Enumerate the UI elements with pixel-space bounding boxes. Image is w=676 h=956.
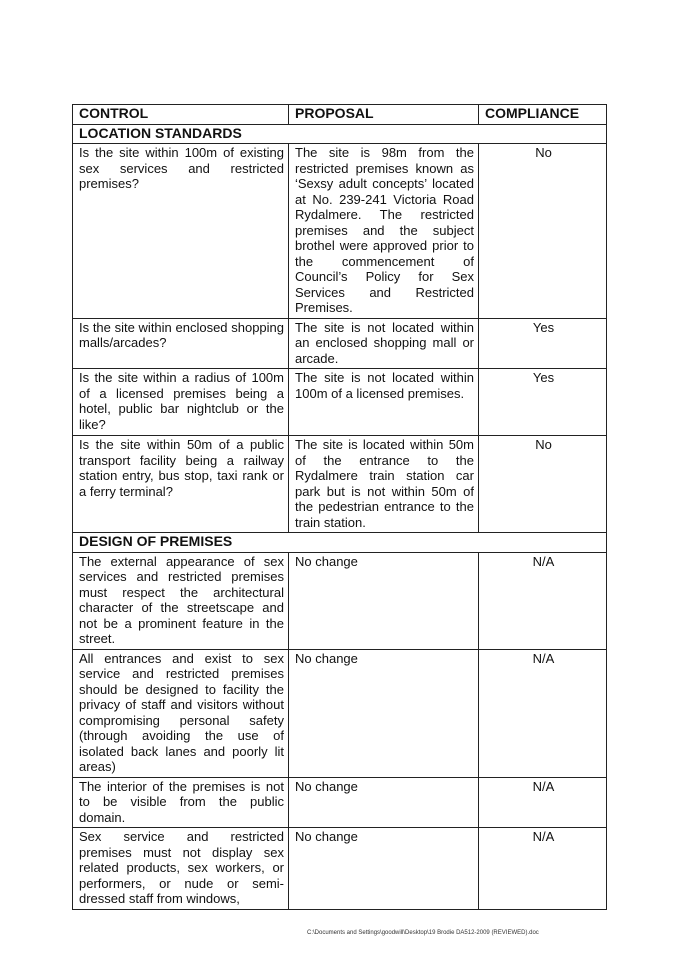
proposal-cell: The site is located within 50m of the entrance to the Rydalmere train station car park but is not within 50m of the pedestrian entrance to the train station.	[289, 436, 479, 533]
table-row	[73, 369, 607, 436]
proposal-cell: No change	[289, 649, 479, 777]
table-header-row	[73, 105, 607, 125]
compliance-table	[72, 104, 607, 910]
proposal-cell: No change	[289, 552, 479, 649]
control-cell: All entrances and exist to sex service and restricted premises should be designed to facility the privacy of staff and visitors without compromising personal safety (through avoiding the use of isolated back lanes and poorly lit areas)	[73, 649, 289, 777]
table-row	[73, 436, 607, 533]
proposal-cell: No change	[289, 828, 479, 910]
compliance-cell: N/A	[479, 828, 607, 910]
control-cell: Is the site within 100m of existing sex services and restricted premises?	[73, 144, 289, 319]
compliance-cell: Yes	[479, 369, 607, 436]
section-title: LOCATION STANDARDS	[73, 124, 607, 144]
compliance-cell: N/A	[479, 777, 607, 828]
section-row	[73, 124, 607, 144]
control-cell: Is the site within 50m of a public transport facility being a railway station entry, bus stop, taxi rank or a ferry terminal?	[73, 436, 289, 533]
section-title: DESIGN OF PREMISES	[73, 533, 607, 553]
compliance-cell: No	[479, 144, 607, 319]
header-control: CONTROL	[73, 105, 289, 125]
compliance-cell: No	[479, 436, 607, 533]
table-row	[73, 144, 607, 319]
control-cell: The interior of the premises is not to be visible from the public domain.	[73, 777, 289, 828]
section-row	[73, 533, 607, 553]
table-row	[73, 649, 607, 777]
file-path-footer: C:\Documents and Settings\goodwill\Desktop\19 Brodie DA512-2009 (REVIEWED).doc	[307, 930, 539, 936]
proposal-cell: The site is not located within 100m of a licensed premises.	[289, 369, 479, 436]
table-row	[73, 552, 607, 649]
control-cell: The external appearance of sex services and restricted premises must respect the architectural character of the streetscape and not be a prominent feature in the street.	[73, 552, 289, 649]
proposal-cell: The site is not located within an enclosed shopping mall or arcade.	[289, 318, 479, 369]
proposal-cell: The site is 98m from the restricted premises known as ‘Sexsy adult concepts’ located at No. 239-241 Victoria Road Rydalmere. The restricted premises and the subject brothel were approved prior to the commencement of Council’s Policy for Sex Services and Restricted Premises.	[289, 144, 479, 319]
table-row	[73, 318, 607, 369]
compliance-cell: Yes	[479, 318, 607, 369]
proposal-cell: No change	[289, 777, 479, 828]
compliance-cell: N/A	[479, 552, 607, 649]
control-cell: Sex service and restricted premises must not display sex related products, sex workers, or performers, or nude or semi-dressed staff from windows,	[73, 828, 289, 910]
table-row	[73, 828, 607, 910]
control-cell: Is the site within a radius of 100m of a licensed premises being a hotel, public bar nightclub or the like?	[73, 369, 289, 436]
header-compliance: COMPLIANCE	[479, 105, 607, 125]
header-proposal: PROPOSAL	[289, 105, 479, 125]
table-row	[73, 777, 607, 828]
control-cell: Is the site within enclosed shopping malls/arcades?	[73, 318, 289, 369]
compliance-cell: N/A	[479, 649, 607, 777]
